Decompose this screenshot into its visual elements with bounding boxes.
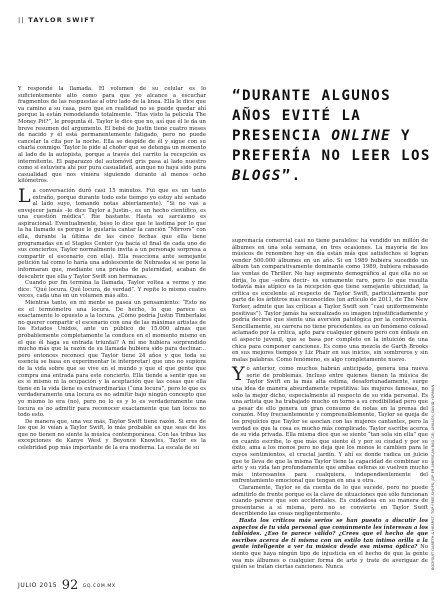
footer-site: GQ.COM.MX bbox=[82, 584, 116, 589]
left-paragraph-5: De manera que, una vez más, Taylor Swift tiene razón. Si eres de los que lo veían a Taylor Swift, lo más probable es que seas de los que no tienen no siente la música contemporánea. Con las tribus las excepciones de Kanye West y Beyoncé Knowles, Taylor es la celebridad pop más importante de la era moderna. La escala de su bbox=[18, 418, 206, 452]
right-paragraph-2-text: o anterior, como muchos habrán anticipado, genera una nueva serie de problemas. Incluso entre quienes tienen la música de Taylor Swift en la más alta estima, desafortunadamente, surge una idea de manera absurdamente repetitiva: las mujeres famosas, no solo la mejor dicho, especialmente al respecto de su vida personal. Es una artista que ha trabajado mucho en torno a su credibilidad pero que a pesar de ello genera un gran consumo de notas en la prensa del corazón. Muy frecuentemente y comprensiblemente, Taylor se queja de los prejuicios que Taylor se asocian con las mujeres cantantes, pero la verdad es que la cosa es mucho más complicado. Taylor escribe acerca de su vida privada. Ella misma dice que se siente “tan sola sin ella” que en cuanto escribe, lo que más que siente él y por su ciudad y por su éxito, ama a los monos pero no deja que los monos le cambien para le cuyos sentimientos, el crucial jardín. Y ahí es donde radica un juicio que te lleva de que la misma Taylor tiene la capacidad de combinar su arte y su vida tan profundamente que ambas esferas se vuelven mucho más interesantes para cualquiera, independientemente del enfrentamiento emocional que tengan en una u otra. bbox=[232, 366, 428, 485]
right-paragraph-2 bbox=[232, 363, 428, 485]
right-paragraph-1: supremacía comercial casi no tiene paralelos: ha vendido un millón de álbumes en una sola semana, en tres ocasiones. La mayoría de los músicos de renombre hoy en día están más que satisfechos si logran vender 500.000 álbumes en un año. Si en 1989 hubiera sucedido un álbum tan comparativamente dominante como 1989, hubiera rebasado las ventas de Thriller. No hay segmento demográfico al que ella no se dirija, lo que –sobra decir– es sumamente raro, pero lo que resulta todavía más atípico es la recepción que tiene semejante ubicuidad, la crítica es excelente al respecto de Taylor Swift, particularmente por parte de los árbitros más reconocidos (un artículo de 2011, de The New Yorker, admite que las críticas a Taylor Swift son “casi uniformemente positivas”). Taylor jamás ha sexualizado su imagen injustificadamente y podría decirse que siente una aversión patológica por la controversia. Sencillamente, su carrera no tiene precedentes. es un fenómeno colosal aclamado por la crítica, apto para cualquier género pero con énfasis en el aspecto juvenil, que se basa por completo en la intuición de una chica para componer canciones. Es como una mezcla de Garth Brooks en sus mejores tiempos y Liz Phair en sus inicios, sin sombreros y sin malas palabras. Como fenómeno, es algo completamente nuevo. bbox=[232, 238, 428, 363]
right-paragraph-3: Claramente, Taylor se da cuenta de lo que sucede, pero no puede admitirlo de frente porque es la clave de situaciones que sólo funcionan cuando parece que son accidentales. Es cuidadosa en su manera de presentarse a sí misma, pero no se convierte en Taylor Swift describiendo las cosas negligentemente. bbox=[232, 484, 428, 518]
page-header bbox=[18, 16, 96, 24]
dropcap-y: Y bbox=[232, 363, 245, 386]
right-column bbox=[232, 238, 428, 574]
pull-quote bbox=[232, 86, 432, 186]
interview-answer: No siento que haya ningún tipo de injusticia en el hecho de que la gente vea mis álbumes o cualquier forma de arte y trate de averiguar de quién se tratan ciertas canciones. Nunca bbox=[232, 544, 429, 571]
header-title: TAYLOR SWIFT bbox=[28, 16, 96, 24]
left-paragraph-1: Y respondé la llamada. El volumen de su celular es lo suficientemente alto como para que yo alcance a escuchar fragmentos de las respuestas al otro lado de la línea. Ella le dice que va camino a su casa, pero que en realidad no se puede quedar ahí porque la están remodelando totalmente. “Has visto la película The Money Pit?”, le pregunta él. Taylor le dice que no, así que él le da un breve resumen del argumento. El bebé de Justin tiene cuatro meses de nacido y él está permanentemente fatigado, pero no puede cancelar la cita por la noche. Ella se despide de él y sigue con su charla conmigo. Taylor le pide al chofer que se detenga un momento al lado de la autopista, porque a través del carrito la recepción es intermitente. El paparazzo del automóvil gris pasa al lado nuestro como si estuviera ahí por pura casualidad, aunque no haya sido pura casualidad que nos viniera siguiendo durante al menos ocho kilómetros. bbox=[18, 86, 206, 185]
interview-question: Hasta los críticos más serios se han puesto a discutir los aspectos de tu vida personal que comúnmente les interesan a los tabloides. ¿Eso te parece válido? ¿Crees que el hecho de que escribes acerca de ti misma con un estilo tan íntimo orilla a la gente inteligente a ver tu música desde esa misma óptica? bbox=[232, 517, 428, 551]
page-footer bbox=[18, 578, 116, 593]
page-number: 92 bbox=[61, 578, 79, 593]
fashion-credits: BODYSUIT GARETH & HEARST; TOP FREE-SHOPS; JOP ER AMERICAN BAG CIE; ANILLOS: DAVID YURMAN bbox=[431, 384, 435, 570]
pull-quote-italic-blogs: BLOGS bbox=[232, 168, 282, 184]
left-paragraph-4: Mientras tanto, en mi mente se pasea un pensamiento: “Esto no es el termómetro una locura. De hecho, lo que parece es exactamente lo opuesto a la locura. ¿Cómo podría Justin Timberlake no querer compartir el escenario con una de las máximas artistas de los Estados Unidos, ante un público de 15.000 almas que probablemente completamente la conduce en el momento mismo en el que él haga su entrada triunfal? A mí me hubiera sorprendido mucho más que la razón de su llamada hubiera sido para declinar... pero entonces reconocí que Taylor tiene 24 años y que toda su esencia se basa en experimentar le interpretar) que uno no supiera de la vida sobre que se vive en el mundo y que el que gente que compra una entrada para este concierto. Ella tiende a sentir que su es sí mismo ni la ocupación y la aceptación que las cosas que ella tiene en la vida tiene es extraordinarias (“una locura”, pero lo que es verdaderamente una locura es no admitir bajo ningún concepto que yo mismo lo era (no), pero no lo es y lo es verdaderamente una locura es no admitir para reconocer exactamente que tan locos no todo esto. bbox=[18, 300, 206, 419]
pull-quote-italic-online: ONLINE bbox=[331, 128, 392, 144]
left-paragraph-3: Cuando por fin termina la llamada, Taylor voltea a verme y me dice: “Qué locura. Qué locura, de verdad”. Y repite lo mismo cuatro veces, cada una en un volumen más alto. bbox=[18, 280, 206, 300]
pull-quote-open: “DURANTE ALGUNOS AÑOS EVITÉ LA PRESENCIA bbox=[232, 88, 392, 144]
left-paragraph-2-text: a conversación duró casi 15 minutos. Fui que es un tanto extraño, porque durante todo este tiempo yo estoy ahí sentado al lado suyo, tomando notas abiertamente). “Si no vas a envejecer jamás –le dice Taylor a Justin–, es un hecho científico, es una cuestión médica”. Ríe bastante. Hasta su sarcasmo es aspiracional. Eventualmente, beso lo dice que le lastima por lo que la ha llamado es porque le gustaría cantar la canción “Mirrors” con ella, durante la última de las cinco fechas que ella tiene programadas en el Staples Center (ya hacía el final de cada uno de sus conciertos, Taylor normalmente invita a un personaje sorpresa a compartir el escenario con ella). Ella reacciona ante semejante petición tal como lo haría una adolescente de Nebraska si se pone la informaran que, mediante una prueba de paternidad, acaban de descubrir que ella y Taylor Swift son hermanas. bbox=[18, 187, 206, 280]
pull-quote-close: ”. bbox=[281, 168, 302, 184]
left-paragraph-2 bbox=[18, 184, 206, 280]
left-column bbox=[18, 86, 206, 576]
footer-month: JULIO 2015 bbox=[18, 582, 58, 589]
right-paragraph-4 bbox=[232, 518, 428, 571]
header-separator: || bbox=[18, 16, 25, 24]
pull-quote-middle: Y PREFERÍA NO LEER LOS bbox=[232, 128, 431, 164]
dropcap-l: L bbox=[18, 184, 31, 207]
